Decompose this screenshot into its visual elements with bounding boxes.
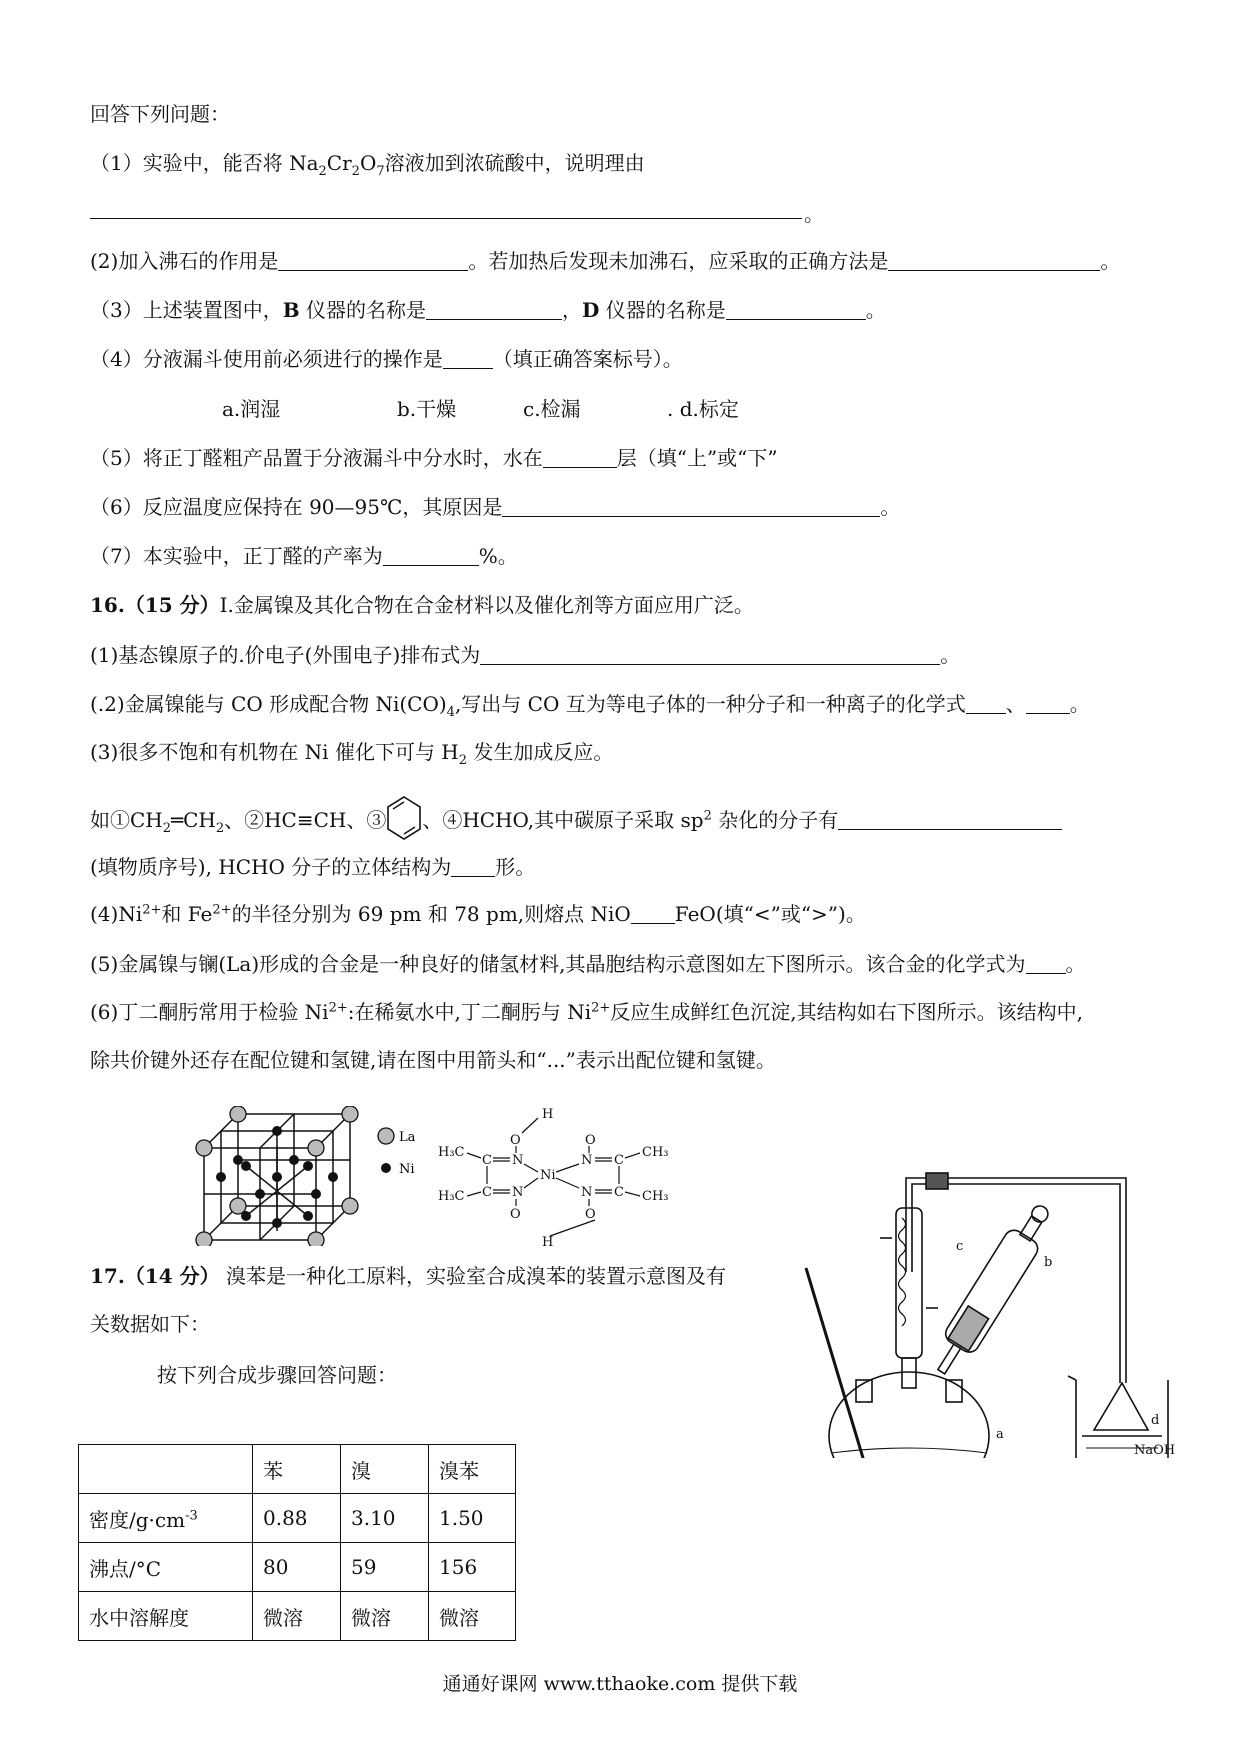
- legend-la: La: [399, 1130, 416, 1145]
- q16-part6-line2: 除共价键外还存在配位键和氢键,请在图中用箭头和“...”表示出配位键和氢键。: [90, 1048, 776, 1072]
- svg-text:C: C: [482, 1185, 492, 1200]
- nickel-dimethylglyoxime-structure: [430, 1106, 680, 1256]
- svg-text:O: O: [510, 1133, 521, 1148]
- answer-blank[interactable]: [480, 644, 940, 665]
- q15-part7: （7）本实验中，正丁醛的产率为 %。: [90, 544, 518, 568]
- svg-text:C: C: [482, 1153, 492, 1168]
- legend-ni: Ni: [399, 1162, 415, 1177]
- answer-blank[interactable]: [426, 299, 562, 320]
- table-cell: 微溶: [341, 1592, 429, 1641]
- answer-blank[interactable]: [451, 856, 495, 877]
- option-a: a.润湿: [222, 397, 281, 421]
- svg-text:C: C: [614, 1153, 624, 1168]
- q15-part4: （4）分液漏斗使用前必须进行的操作是 （填正确答案标号）。: [90, 347, 683, 371]
- svg-text:O: O: [585, 1133, 596, 1148]
- answer-line-1-period: 。: [804, 202, 824, 226]
- answer-blank[interactable]: [383, 545, 479, 566]
- table-cell: 微溶: [253, 1592, 341, 1641]
- table-header-cell: 溴: [341, 1445, 429, 1494]
- answer-blank[interactable]: [502, 496, 880, 517]
- table-cell: 3.10: [341, 1494, 429, 1543]
- svg-text:H₃C: H₃C: [438, 1145, 465, 1160]
- data-table: [78, 1444, 516, 1641]
- svg-text:H: H: [542, 1235, 554, 1250]
- bromobenzene-apparatus: [796, 1168, 1178, 1458]
- svg-text:N: N: [581, 1153, 593, 1168]
- answer-prompt: 回答下列问题：: [90, 102, 230, 126]
- q16-part6: (6)丁二酮肟常用于检验 $Ni^{2+}$:在稀氨水中,丁二酮肟与 $Ni^{2+}$反应生成鲜红色沉淀,其结构如右下图所示。该结构中,: [90, 1000, 1084, 1024]
- q16-part3-structure: (填物质序号), HCHO 分子的立体结构为 形。: [90, 855, 536, 879]
- svg-text:H: H: [542, 1107, 554, 1122]
- table-header-cell: [79, 1445, 253, 1494]
- table-cell: 0.88: [253, 1494, 341, 1543]
- table-row: [79, 1494, 516, 1543]
- table-header-cell: 溴苯: [429, 1445, 516, 1494]
- q16-part2: (.2)金属镍能与 CO 形成配合物 $Ni(CO)_4$,写出与 CO 互为等电子体的一种分子和一种离子的化学式 、 。: [90, 692, 1090, 720]
- q15-part3: （3）上述装置图中，B 仪器的名称是 ，D 仪器的名称是 。: [90, 298, 886, 322]
- answer-blank[interactable]: [888, 250, 1100, 271]
- option-b: b.干燥: [397, 397, 457, 421]
- table-header-cell: 苯: [253, 1445, 341, 1494]
- svg-text:O: O: [585, 1207, 596, 1222]
- table-cell: 沸点/°C: [79, 1543, 253, 1592]
- svg-text:N: N: [512, 1185, 524, 1200]
- page-footer: 通通好课网 www.tthaoke.com 提供下载: [442, 1673, 798, 1695]
- q15-part6: （6）反应温度应保持在 90—95℃，其原因是 。: [90, 495, 901, 519]
- svg-text:N: N: [512, 1153, 524, 1168]
- table-cell: 1.50: [429, 1494, 516, 1543]
- cyclohexadiene-icon: [386, 795, 422, 841]
- answer-blank[interactable]: [543, 447, 617, 468]
- answer-blank[interactable]: [278, 250, 468, 271]
- answer-blank[interactable]: [838, 809, 1062, 830]
- q17-line2: 关数据如下：: [90, 1312, 210, 1336]
- table-header-row: [79, 1445, 516, 1494]
- answer-blank[interactable]: [1026, 693, 1070, 714]
- answer-blank[interactable]: [726, 299, 866, 320]
- svg-text:O: O: [510, 1207, 521, 1222]
- table-cell: 59: [341, 1543, 429, 1592]
- table-row: [79, 1592, 516, 1641]
- table-cell: 密度$/g\cdot cm^{-3}$: [79, 1494, 253, 1543]
- answer-blank[interactable]: [1026, 953, 1066, 974]
- option-c: c.检漏: [523, 397, 581, 421]
- option-d: . d.标定: [667, 397, 739, 421]
- q16-part1: (1)基态镍原子的.价电子(外围电子)排布式为 。: [90, 643, 961, 667]
- q15-part5: （5）将正丁醛粗产品置于分液漏斗中分水时，水在 层（填“上”或“下”: [90, 446, 778, 470]
- table-cell: 156: [429, 1543, 516, 1592]
- q15-part1: （1）实验中，能否将 $Na_2Cr_2O_7$溶液加到浓硫酸中，说明理由: [90, 151, 645, 179]
- q16-part4: $(4)Ni^{2+}$和 $Fe^{2+}$的半径分别为 69 pm 和 78 pm,则熔点 NiO FeO(填“<”或“>”)。: [90, 902, 866, 926]
- table-cell: 80: [253, 1543, 341, 1592]
- table-row: [79, 1543, 516, 1592]
- table-cell: 水中溶解度: [79, 1592, 253, 1641]
- svg-text:b: b: [1044, 1255, 1053, 1270]
- q17-heading: 17.（14 分） 溴苯是一种化工原料，实验室合成溴苯的装置示意图及有: [90, 1264, 726, 1288]
- table-cell: 微溶: [429, 1592, 516, 1641]
- svg-text:a: a: [996, 1427, 1004, 1442]
- crystal-cell-figure: [186, 1106, 426, 1246]
- answer-blank[interactable]: [966, 693, 1006, 714]
- svg-text:Ni: Ni: [540, 1168, 556, 1183]
- q16-part3: (3)很多不饱和有机物在 Ni 催化下可与 $H_2$ 发生加成反应。: [90, 740, 614, 768]
- q16-heading: 16.（15 分）I.金属镍及其化合物在合金材料以及催化剂等方面应用广泛。: [90, 593, 754, 617]
- answer-blank[interactable]: [631, 903, 675, 924]
- svg-text:H₃C: H₃C: [438, 1189, 465, 1204]
- q16-part3-molecules: 如$①CH_2═CH_2$、②HC≡CH、③ 、④HCHO,其中碳原子采取 $sp^2$ 杂化的分子有: [90, 795, 1062, 841]
- svg-text:CH₃: CH₃: [642, 1189, 669, 1204]
- svg-text:c: c: [956, 1239, 964, 1254]
- svg-text:N: N: [581, 1185, 593, 1200]
- q16-part5: (5)金属镍与镧(La)形成的合金是一种良好的储氢材料,其晶胞结构示意图如左下图所示。该合金的化学式为 。: [90, 952, 1086, 976]
- svg-text:CH₃: CH₃: [642, 1145, 669, 1160]
- q17-line3: 按下列合成步骤回答问题：: [157, 1363, 397, 1387]
- svg-text:NaOH: NaOH: [1134, 1443, 1176, 1458]
- q15-part2: (2)加入沸石的作用是 。若加热后发现未加沸石，应采取的正确方法是 。: [90, 249, 1121, 273]
- svg-text:C: C: [614, 1185, 624, 1200]
- answer-line-1[interactable]: [90, 218, 802, 219]
- svg-text:d: d: [1151, 1413, 1160, 1428]
- answer-blank[interactable]: [443, 348, 493, 369]
